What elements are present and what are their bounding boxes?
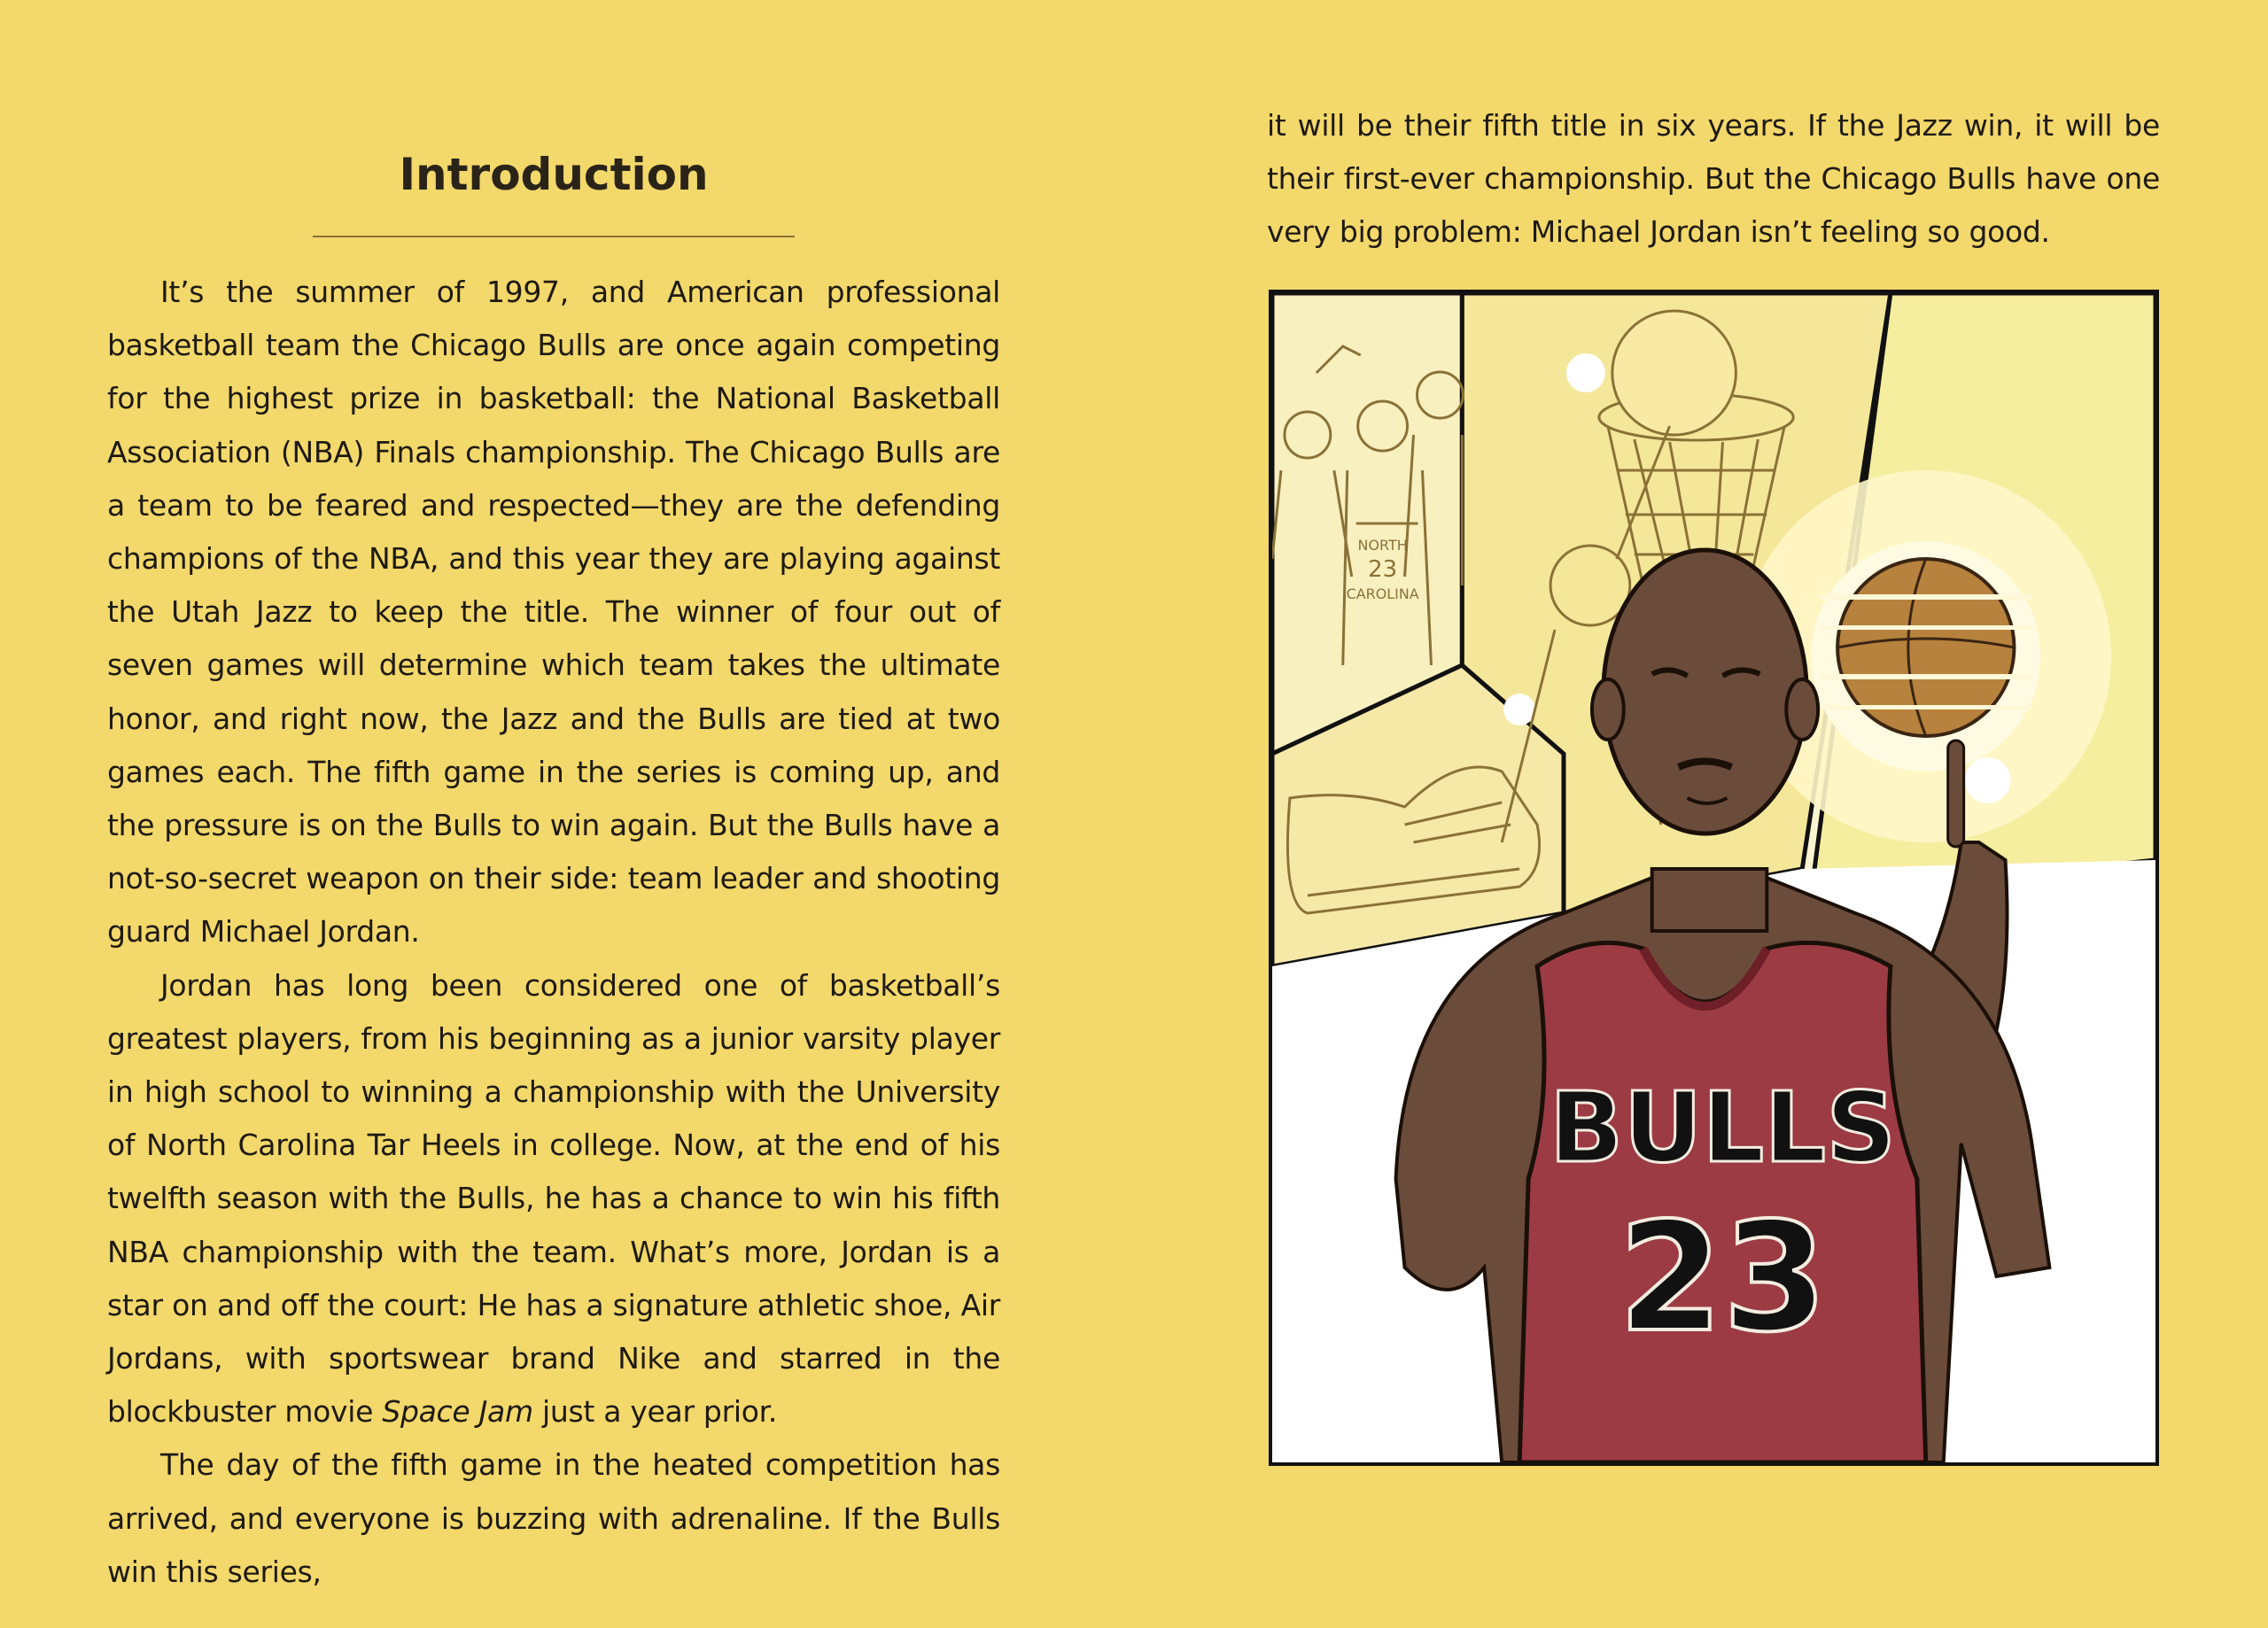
body-text bbox=[107, 266, 1000, 1599]
paragraph-2-end: just a year prior. bbox=[532, 1394, 778, 1430]
dunk-basketball bbox=[1612, 311, 1736, 435]
chapter-title: Introduction bbox=[399, 149, 709, 200]
paragraph-continued: it will be their fifth title in six years. If the Jazz win, it will be their first-ever championship. But the Chicago Bulls have one very big problem: Michael Jordan isn’t feeling so good. bbox=[1267, 108, 2160, 250]
jersey-team-name: BULLS bbox=[1549, 1070, 1897, 1185]
paragraph-2-text: Jordan has long been considered one of basketball’s greatest players, from his beginning as a junior varsity player in high school to winning a championship with the University of North Carolina Tar Heels in college. Now, at the end of his twelfth season with the Bulls, he has a chance to win his fifth NBA championship with the team. What’s more, Jordan is a star on and off the court: He has a signature athletic shoe, Air Jordans, with sportswear brand Nike and starred in the blockbuster movie bbox=[107, 967, 1000, 1430]
paragraph-1-text: It’s the summer of 1997, and American professional basketball team the Chicago Bulls are once again competing for the highest prize in basketball: the National Basketball Association (NBA) Finals championship. The Chicago Bulls are a team to be feared and respected—they are the defending champions of the NBA, and this year they are playing against the Utah Jazz to keep the title. The winner of four out of seven games will determine which team takes the ultimate honor, and right now, the Jazz and the Bulls are tied at two games each. The fifth game in the series is coming up, and the pressure is on the Bulls to win again. But the Bulls have a not-so-secret weapon on their side: team leader and shooting guard Michael Jordan. bbox=[107, 275, 1000, 950]
movie-title: Space Jam bbox=[382, 1394, 533, 1430]
illustration-svg bbox=[1272, 293, 2155, 1462]
svg-text:CAROLINA: CAROLINA bbox=[1346, 585, 1419, 603]
paragraph-3-text: The day of the fifth game in the heated competition has arrived, and everyone is buzzing with adrenaline. If the Bulls win this series, bbox=[107, 1447, 1000, 1589]
jersey-number: 23 bbox=[1618, 1190, 1828, 1367]
paragraph-1 bbox=[107, 266, 1000, 959]
svg-text:23: 23 bbox=[1368, 555, 1398, 584]
continued-text bbox=[1267, 99, 2160, 260]
paragraph-2 bbox=[107, 959, 1000, 1439]
jordan-illustration bbox=[1269, 290, 2159, 1466]
right-page bbox=[1134, 0, 2268, 1628]
paragraph-3 bbox=[107, 1438, 1000, 1599]
title-divider bbox=[313, 236, 795, 237]
svg-text:NORTH: NORTH bbox=[1357, 536, 1408, 554]
